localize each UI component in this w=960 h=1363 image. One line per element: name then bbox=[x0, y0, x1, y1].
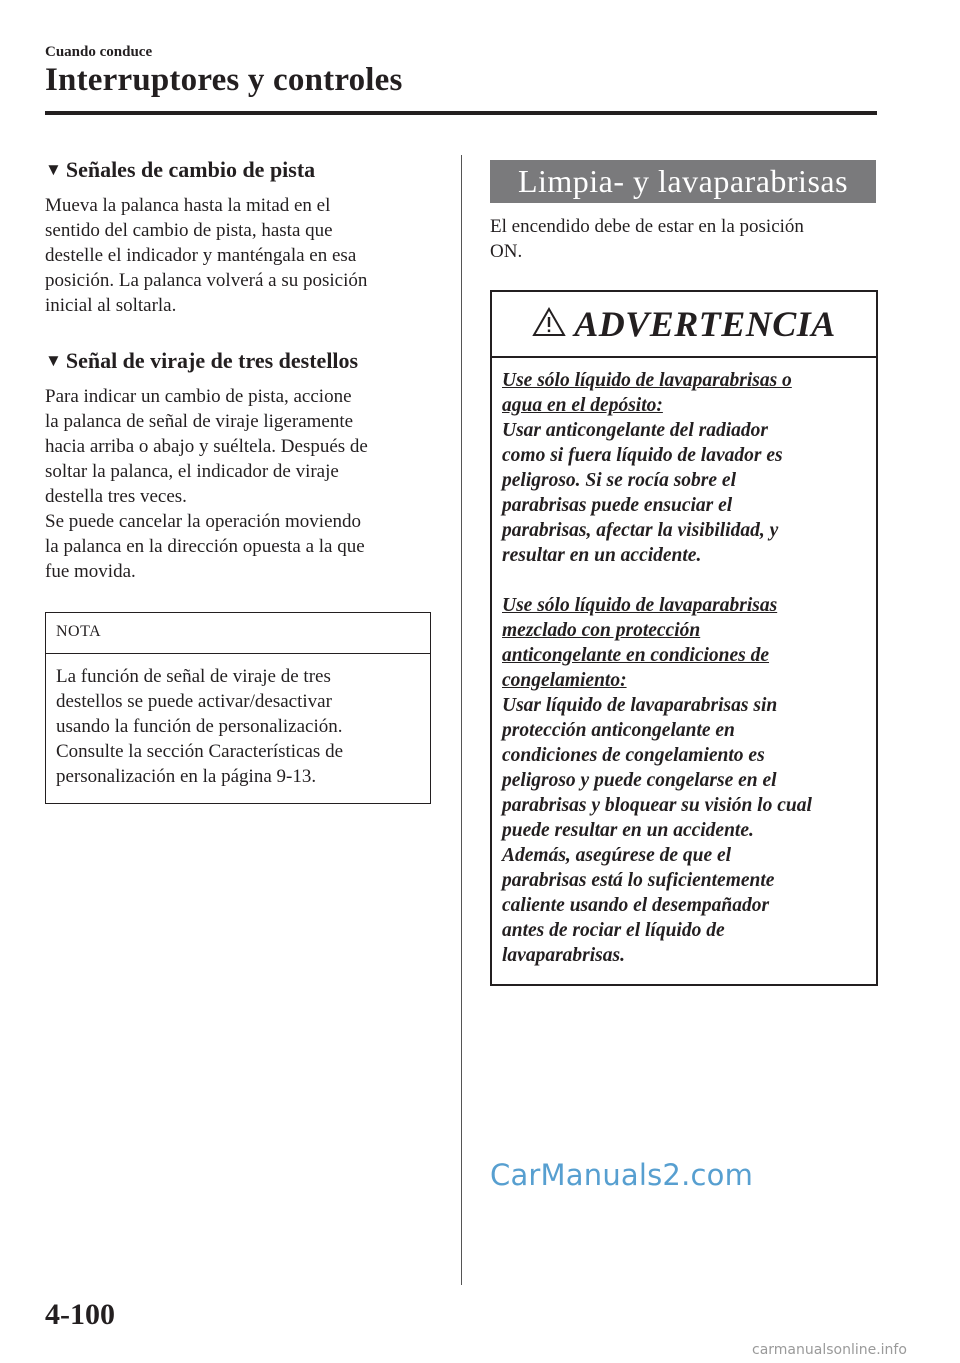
text-line: condiciones de congelamiento es bbox=[502, 745, 765, 766]
note-body bbox=[46, 654, 430, 803]
warning-box bbox=[490, 290, 878, 986]
text-line: parabrisas puede ensuciar el bbox=[502, 495, 733, 516]
text-line: posición. La palanca volverá a su posición bbox=[45, 270, 368, 291]
warning-triangle-icon bbox=[532, 307, 566, 342]
paragraph-gap bbox=[502, 568, 866, 593]
watermark-logo: CarManuals2.com bbox=[490, 1158, 754, 1192]
section-banner: Limpia- y lavaparabrisas bbox=[490, 160, 876, 203]
warning-header bbox=[492, 292, 876, 358]
text-line: hacia arriba o abajo y suéltela. Después de bbox=[45, 436, 368, 457]
intro-paragraph bbox=[490, 214, 876, 264]
text-line: parabrisas, afectar la visibilidad, y bbox=[502, 520, 779, 541]
right-column bbox=[490, 160, 876, 986]
text-line: personalización en la página 9-13. bbox=[56, 766, 317, 787]
section-heading-three-flash bbox=[45, 346, 435, 376]
text-line: soltar la palanca, el indicador de viraje bbox=[45, 461, 339, 482]
text-line: como si fuera líquido de lavador es bbox=[502, 445, 783, 466]
text-line: la palanca de señal de viraje ligeramente bbox=[45, 411, 354, 432]
triangle-down-icon: ▼ bbox=[45, 351, 62, 370]
text-line: usando la función de personalización. bbox=[56, 716, 343, 737]
triangle-down-icon: ▼ bbox=[45, 160, 62, 179]
text-line: destella tres veces. bbox=[45, 486, 187, 507]
section-heading-text: Señal de viraje de tres destellos bbox=[65, 348, 359, 373]
text-line: parabrisas está lo suficientemente bbox=[502, 870, 775, 891]
warning-subheading: agua en el depósito: bbox=[502, 395, 663, 416]
text-line: ON. bbox=[490, 241, 523, 262]
column-divider bbox=[461, 155, 462, 1285]
text-line: Se puede cancelar la operación moviendo bbox=[45, 511, 361, 532]
warning-subheading: Use sólo líquido de lavaparabrisas bbox=[502, 595, 778, 616]
text-line: El encendido debe de estar en la posición bbox=[490, 216, 804, 237]
section-heading-text: Señales de cambio de pista bbox=[65, 157, 316, 182]
text-line: destellos se puede activar/desactivar bbox=[56, 691, 332, 712]
text-line: parabrisas y bloquear su visión lo cual bbox=[502, 795, 812, 816]
text-line: Para indicar un cambio de pista, accione bbox=[45, 386, 352, 407]
lane-change-paragraph bbox=[45, 193, 435, 318]
text-line: la palanca en la dirección opuesta a la que bbox=[45, 536, 365, 557]
text-line: caliente usando el desempañador bbox=[502, 895, 770, 916]
text-line: Usar anticongelante del radiador bbox=[502, 420, 768, 441]
warning-body bbox=[492, 358, 876, 984]
page-number: 4-100 bbox=[45, 1298, 115, 1331]
warning-subheading: congelamiento: bbox=[502, 670, 627, 691]
note-box bbox=[45, 612, 431, 804]
warning-subheading: Use sólo líquido de lavaparabrisas o bbox=[502, 370, 792, 391]
text-line: resultar en un accidente. bbox=[502, 545, 702, 566]
text-line: peligroso. Si se rocía sobre el bbox=[502, 470, 736, 491]
text-line: peligroso y puede congelarse en el bbox=[502, 770, 777, 791]
text-line: La función de señal de viraje de tres bbox=[56, 666, 331, 687]
left-column bbox=[45, 155, 435, 804]
text-line: Además, asegúrese de que el bbox=[502, 845, 732, 866]
warning-subheading: mezclado con protección bbox=[502, 620, 701, 641]
text-line: inicial al soltarla. bbox=[45, 295, 177, 316]
text-line: protección anticongelante en bbox=[502, 720, 735, 741]
note-label: NOTA bbox=[46, 613, 430, 654]
three-flash-paragraph bbox=[45, 384, 435, 584]
page-title: Interruptores y controles bbox=[45, 62, 403, 98]
text-line: fue movida. bbox=[45, 561, 136, 582]
chapter-label: Cuando conduce bbox=[45, 44, 153, 60]
warning-title: ADVERTENCIA bbox=[574, 304, 836, 344]
text-line: puede resultar en un accidente. bbox=[502, 820, 754, 841]
text-line: destelle el indicador y manténgala en esa bbox=[45, 245, 357, 266]
footer-site-link[interactable]: carmanualsonline.info bbox=[752, 1342, 907, 1358]
text-line: Usar líquido de lavaparabrisas sin bbox=[502, 695, 778, 716]
warning-subheading: anticongelante en condiciones de bbox=[502, 645, 770, 666]
text-line: Consulte la sección Características de bbox=[56, 741, 344, 762]
text-line: Mueva la palanca hasta la mitad en el bbox=[45, 195, 331, 216]
text-line: antes de rociar el líquido de bbox=[502, 920, 725, 941]
text-line: sentido del cambio de pista, hasta que bbox=[45, 220, 333, 241]
header-rule bbox=[45, 111, 877, 115]
text-line: lavaparabrisas. bbox=[502, 945, 625, 966]
section-heading-lane-change bbox=[45, 155, 435, 185]
